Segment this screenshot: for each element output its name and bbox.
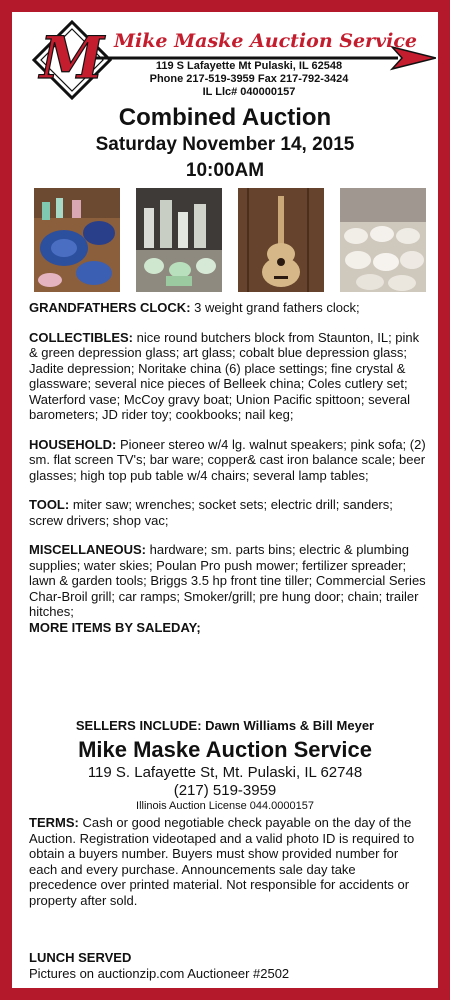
section-tool [29,497,427,528]
more-items-note: MORE ITEMS BY SALEDAY; [29,619,201,635]
section-miscellaneous [29,542,427,620]
section-heading: MISCELLANEOUS: [29,542,146,557]
terms-heading: TERMS: [29,815,79,830]
section-items: hardware; sm. parts bins; electric & plumbing supplies; water skies; Poulan Pro push mower; fertilizer spreader; lawn & garden tools; Briggs 3.5 hp front tine tiller; Commercial Series Char-Broil grill; car ramps; Smoker/grill; pre hung door; chain; trailer hitches; [29,542,426,619]
photo-china-set [340,188,426,292]
license-line: IL Llc# 040000157 [202,86,296,98]
item-listing [29,300,427,649]
section-heading: COLLECTIBLES: [29,329,133,345]
sellers-line: SELLERS INCLUDE: Dawn Williams & Bill Meyer [75,718,375,733]
photo-strip [34,188,426,292]
section-household [29,437,427,484]
auction-date: Saturday November 14, 2015 [95,134,355,155]
terms-text: Cash or good negotiable check payable on the day of the Auction. Registration videotaped and a valid photo ID is required to obtain a buyers number. Buyers must show provided number for each and every purchase. Announcements sale day take precedence over printed material. Not responsible for accidents or property after sold. [29,815,415,908]
terms-block [29,815,427,908]
auction-flyer [12,12,438,988]
section-items: miter saw; wrenches; socket sets; electric drill; sanders; screw drivers; shop vac; [29,497,393,528]
section-collectibles [29,330,427,423]
photo-crystal-glassware [136,188,222,292]
lunch-note: LUNCH SERVED [29,950,132,965]
address-line: 119 S Lafayette Mt Pulaski, IL 62548 [155,60,343,72]
phone-line: Phone 217-519-3959 Fax 217-792-3424 [149,73,349,85]
photo-glassware-dishes [34,188,120,292]
section-items: Pioneer stereo w/4 lg. walnut speakers; pink sofa; (2) sm. flat screen TV's; bar ware; copper& cast iron balance scale; beer glasses; high top pub table w/4 chairs; several lamp tables; [29,436,426,483]
section-heading: GRANDFATHERS CLOCK: [29,300,191,315]
footer-phone: (217) 519-3959 [173,782,277,799]
auction-time: 10:00AM [185,160,265,181]
footer-address: 119 S. Lafayette St, Mt. Pulaski, IL 62748 [87,764,363,781]
photo-guitar [238,188,324,292]
contact-block [124,60,374,99]
section-items: 3 weight grand fathers clock; [190,300,360,315]
section-heading: TOOL: [29,497,70,512]
section-clock [29,300,427,316]
pictures-note: Pictures on auctionzip.com Auctioneer #2502 [29,966,290,981]
footer-license: Illinois Auction License 044.0000157 [136,800,314,812]
section-heading: HOUSEHOLD: [29,436,117,452]
footer-business-name: Mike Maske Auction Service [78,737,372,762]
section-items: nice round butchers block from Staunton, IL; pink & green depression glass; art glass; cobalt blue depression glass; Jadite depression; Noritake china (6) place settings; fine crystal & glassware; several nice pieces of Belleek china; Coles cutlery set; Waterford vase; McCoy gravy boat; Union Pacific spittoon; several barometers; JD rider toy; cookbooks; nail keg; [29,329,420,422]
business-title: Mike Maske Auction Service [114,30,417,52]
logo-letter: M [39,24,105,92]
auction-title: Combined Auction [118,104,332,131]
